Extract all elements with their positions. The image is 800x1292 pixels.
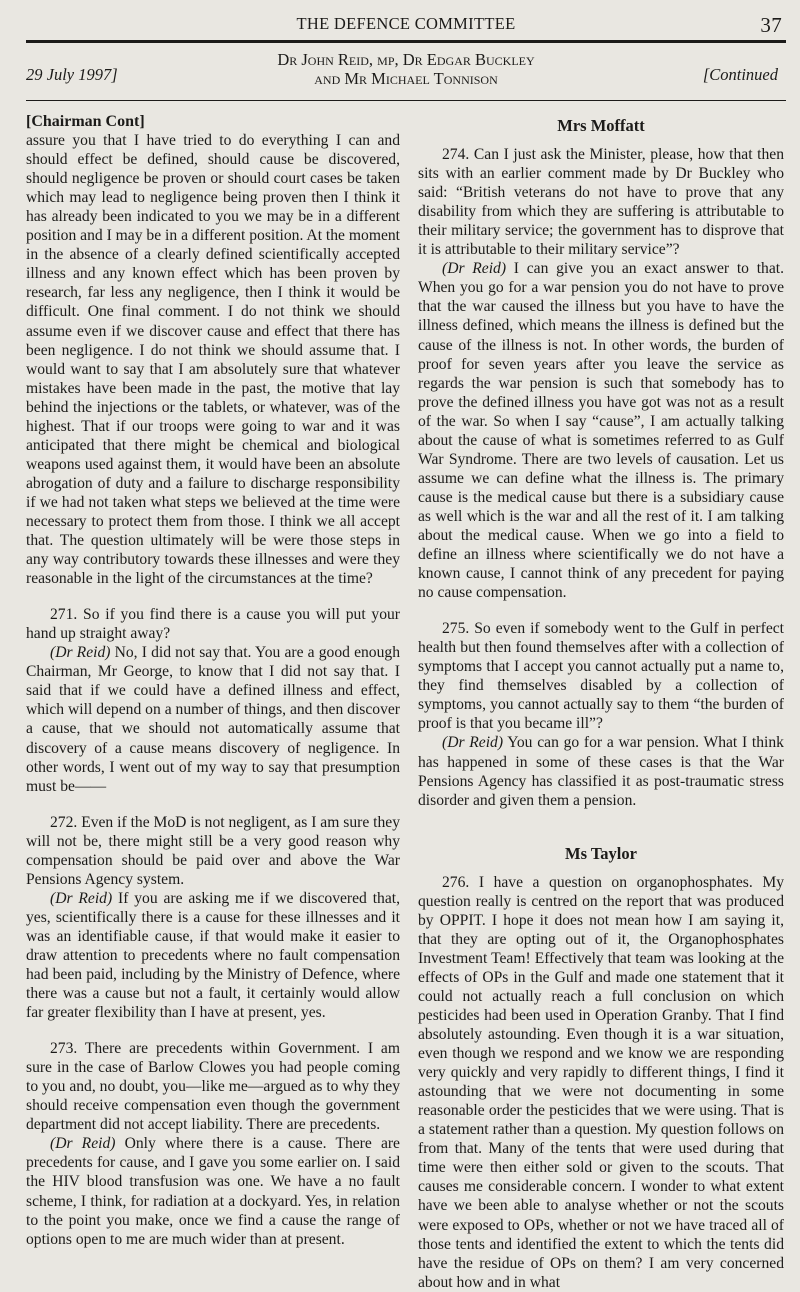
answer-text: You can go for a war pension. What I think has happened in some of these cases is that the War Pensions Agency has classified it as post-traumatic stress disorder and given them a pension. [418, 734, 784, 809]
speaker-heading: [Chairman Cont] [26, 113, 145, 130]
question-271: 271. So if you find there is a cause you will put your hand up straight away? [26, 606, 400, 643]
section-gap [418, 810, 784, 840]
answer-speaker: (Dr Reid) [442, 260, 507, 278]
right-column [418, 112, 784, 1292]
page-number: 37 [760, 13, 782, 37]
witness-line-1: Dr John Reid, mp, Dr Edgar Buckley [277, 50, 535, 69]
answer-275 [418, 733, 784, 809]
question-273: 273. There are precedents within Government. I am sure in the case of Barlow Clowes you had people coming to you and, no doubt, you—like me—argued as to why they should receive compensation even though the government department did not accept liability. There are precedents. [26, 1040, 400, 1134]
witness-list [26, 50, 786, 88]
answer-text: No, I did not say that. You are a good enough Chairman, Mr George, to know that I did not say that. I said that if we could have a defined illness and effect, which will depend on a number of things, and then discover a cause, that we should not automatically assume that discovery of a cause means discovery of negligence. In other words, I went out of my way to say that presumption must be—— [26, 644, 400, 795]
left-column [26, 112, 400, 1249]
question-275: 275. So even if somebody went to the Gulf in perfect health but then found themselves after with a collection of symptoms that I accept you cannot actually put a name to, they find themselves disabled by a collection of symptoms, you cannot actually say to them “the burden of proof is that you became ill”? [418, 620, 784, 733]
speaker-heading: Ms Taylor [565, 843, 637, 863]
answer-speaker: (Dr Reid) [50, 889, 113, 907]
continued-label: [Continued [702, 65, 778, 84]
witness-line-2: and Mr Michael Tonnison [314, 69, 498, 88]
answer-speaker: (Dr Reid) [442, 734, 504, 752]
question-276: 276. I have a question on organophosphates. My question really is centred on the report that was produced by OPPIT. I hope it does not mean how I am saying it, that they are opting out of it, the Organophosphates Investment Team! Effectively that team was looking at the effects of OPs in the Gulf and made one statement that it could not actually reach a full conclusion on which pesticides had been used in Operation Granby. That I find absolutely astounding. Even though it is a war situation, even though we respond and we know we are responding very quickly and very rapidly to different things, I find it astounding that we were not documenting in some reasonable order the pesticides that we were using. That is a statement rather than a question. My question follows on from that. Many of the tents that were used during that time were then either sold or given to the scouts. That causes me considerable concern. I wonder to what extent have we been able to analyse whether or not the scouts were exposed to OPs, whether or not we have traced all of those tents and identified the extent to which the tents did have the residue of OPs on them? I am very concerned about how and in what [418, 873, 784, 1291]
answer-text: I can give you an exact answer to that. When you go for a war pension you do not have to prove that the war caused the illness but you have to have the illness defined, which means the illness is defined but the cause of the illness is not. In other words, the burden of proof for seven years after you leave the service as regards the war pension is such that somebody has to prove the defined illness you have got was not as a result of the war. So when I say “cause”, I am actually talking about the cause of what is sometimes referred to as Gulf War Syndrome. There are two levels of causation. Let us assume we can define what the illness is. The primary cause is the medical cause but there is a subsidiary cause as well which is the war and all the rest of it. I am talking about the medical cause. When we go into a field to define an illness where scientifically we do not have a known cause, I cannot think of any precedent for paying no cause compensation. [418, 260, 784, 602]
speaker-heading: Mrs Moffatt [557, 116, 645, 135]
answer-272 [26, 889, 400, 1022]
question-274: 274. Can I just ask the Minister, please, how that then sits with an earlier comment made by Dr Buckley who said: “British veterans do not have to prove that any disability from which they are suffering is attributable to their military service; the government has to disprove that it is attributable to their military service”? [418, 146, 784, 259]
answer-text: If you are asking me if we discovered that, yes, scientifically there is a cause for these illnesses and it was an identifiable cause, if that would make it easier to draw attention to precedents where no fault compensation had been paid, including by the Ministry of Defence, where there was a cause but not a fault, it certainly would allow far greater flexibility than I have at present, yes. [26, 889, 400, 1022]
question-272: 272. Even if the MoD is not negligent, as I am sure they will not be, there might still be a very good reason why compensation should be paid over and above the War Pensions Agency system. [26, 813, 400, 888]
answer-274 [418, 259, 784, 602]
top-rule [26, 40, 786, 43]
answer-text: Only where there is a cause. There are precedents for cause, and I gave you some earlier on. I said the HIV blood transfusion was one. We have a no fault scheme, I think, for radiation at a dockyard. Yes, in relation to the point you make, once we find a cause the range of options open to me are much wider than at present. [26, 1135, 400, 1248]
answer-speaker: (Dr Reid) [50, 1135, 116, 1153]
running-title: THE DEFENCE COMMITTEE [296, 14, 516, 33]
answer-271 [26, 643, 400, 795]
header-rule [26, 100, 786, 101]
paragraph: assure you that I have tried to do everything I can and should effect be defined, should cause be discovered, should negligence be proven or should court cases be taken which may lead to negligence being proven then I think it has already been indicated to you we may be in a different position and I may be in a different position. At the moment in the absence of a clearly defined scientifically accepted illness and any known effect which has been proven by research, far less any negligence, then I think it would be difficult. One final comment. I do not think we should assume even if we discover cause and effect that there has been negligence. I do not think we should assume that. I would want to say that I am absolutely sure that whatever mistakes have been made in the past, the motive that lay behind the injections or the tablets, or whatever, was of the highest. That if our troops were going to war and it was anticipated that there might be chemical and biological weapons used against them, it would have been an absolute abrogation of duty and a failure to discharge responsibility if we had not taken what steps we believed at the time were necessary to protect them from those. I think we all accept that. The question ultimately will be were those steps in any way contributory towards these illnesses and were they reasonable in the light of the circumstances at the time? [26, 132, 400, 588]
answer-273 [26, 1134, 400, 1248]
running-head [26, 13, 786, 37]
session-header [26, 48, 786, 100]
answer-speaker: (Dr Reid) [50, 644, 111, 662]
session-date: 29 July 1997] [26, 65, 118, 84]
